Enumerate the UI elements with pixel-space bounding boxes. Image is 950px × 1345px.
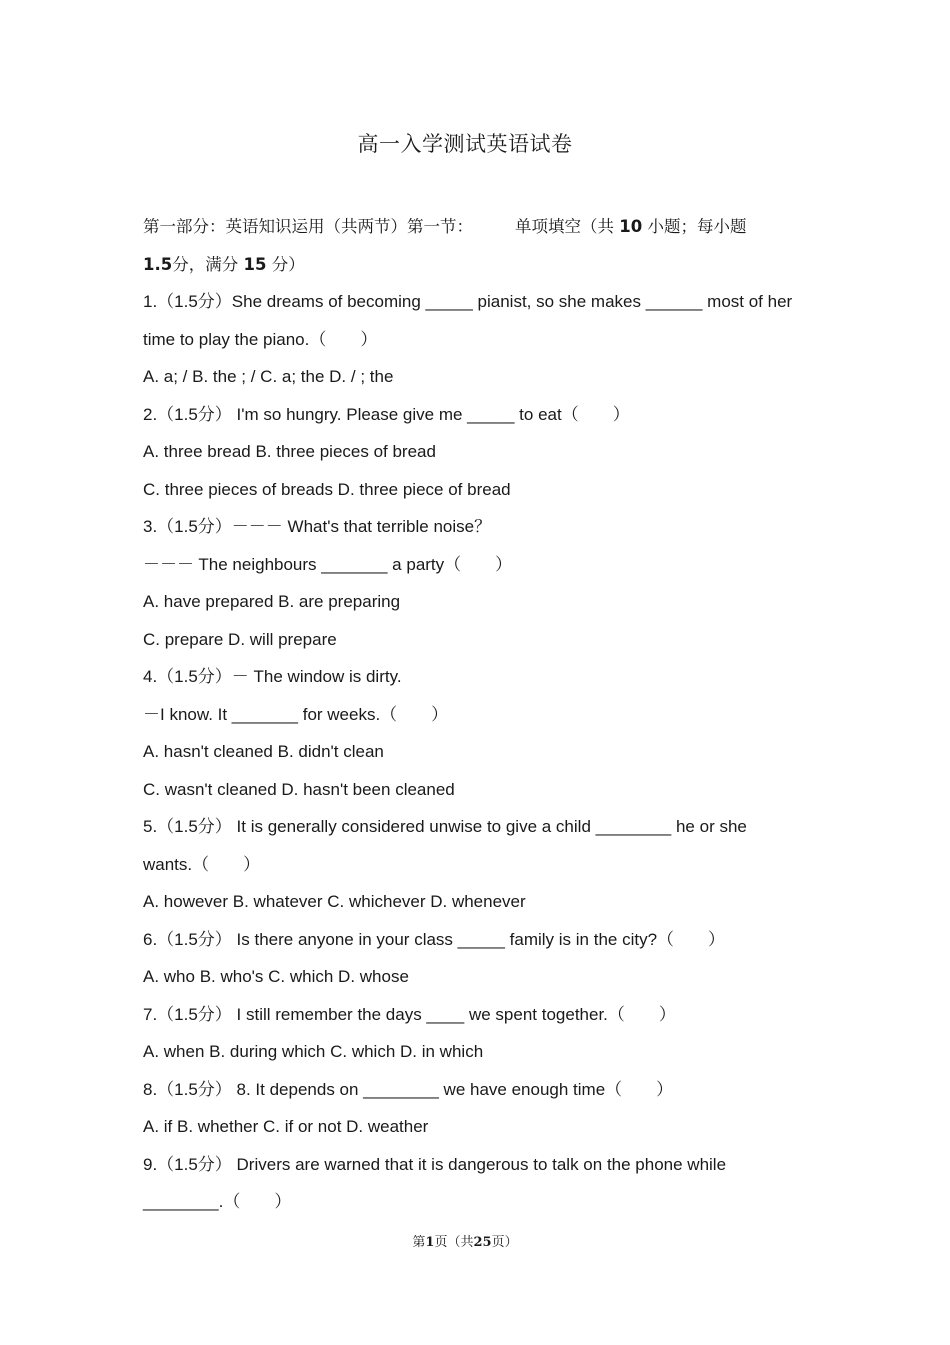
question-1-line-2: time to play the piano.（ ） <box>143 329 378 349</box>
question-1-options: A. a; / B. the ; / C. a; the D. / ; the <box>143 367 394 386</box>
question-2-options-ab: A. three bread B. three pieces of bread <box>143 442 436 461</box>
section-heading-line-2 <box>143 246 823 284</box>
question-5-line-2: wants.（ ） <box>143 854 261 874</box>
question-3-line-2: －－－ The neighbours _______ a party（ ） <box>143 554 513 574</box>
question-8-stem: 8.（1.5分） 8. It depends on ________ we have enough time（ ） <box>143 1079 674 1099</box>
section-heading-part: 分，满分 <box>172 254 239 274</box>
question-4-options-cd: C. wasn't cleaned D. hasn't been cleaned <box>143 779 455 799</box>
question-6-stem: 6.（1.5分） Is there anyone in your class _____ family is in the city?（ ） <box>143 929 726 949</box>
question-5-options: A. however B. whatever C. whichever D. whenever <box>143 892 526 911</box>
footer-text: 页（共 <box>434 1235 474 1250</box>
question-4-options-ab: A. hasn't cleaned B. didn't clean <box>143 742 384 761</box>
question-3-line-1: 3.（1.5分）－－－ What's that terrible noise？ <box>143 517 492 536</box>
question-count: 10 <box>619 217 643 236</box>
question-2-stem: 2.（1.5分） I'm so hungry. Please give me _____ to eat（ ） <box>143 404 630 424</box>
page-title: 高一入学测试英语试卷 <box>357 132 573 156</box>
footer-text: 第 <box>412 1235 426 1250</box>
question-4-line-2: －I know. It _______ for weeks.（ ） <box>143 704 449 724</box>
section-heading-part: 小题；每小题 <box>647 217 747 236</box>
section-heading-part: 单项填空（共 <box>515 217 614 236</box>
section-heading-part: 第一部分：英语知识运用（共两节）第一节： <box>143 217 473 236</box>
question-1-line-1: 1.（1.5分）She dreams of becoming _____ pianist, so she makes ______ most of her <box>143 292 793 311</box>
question-3-options-cd: C. prepare D. will prepare <box>143 629 337 649</box>
question-9-line-1: 9.（1.5分） Drivers are warned that it is dangerous to talk on the phone while <box>143 1154 727 1174</box>
question-9-line-2: ________.（ ） <box>143 1192 292 1211</box>
section-heading-part: 分） <box>271 254 305 274</box>
footer-text: 页） <box>491 1235 518 1250</box>
question-4-line-1: 4.（1.5分）－ The window is dirty. <box>143 667 402 686</box>
question-6-options: A. who B. who's C. which D. whose <box>143 967 409 986</box>
page-footer <box>0 1231 930 1250</box>
exam-body <box>143 208 823 1221</box>
question-7-stem: 7.（1.5分） I still remember the days ____ we spent together.（ ） <box>143 1004 676 1024</box>
question-3-options-ab: A. have prepared B. are preparing <box>143 592 401 611</box>
score-each: 1.5 <box>143 254 173 274</box>
question-5-line-1: 5.（1.5分） It is generally considered unwise to give a child ________ he or she <box>143 817 747 836</box>
footer-page-number: 1 <box>425 1235 435 1250</box>
question-2-options-cd: C. three pieces of breads D. three piece of bread <box>143 479 511 499</box>
footer-page-total: 25 <box>473 1235 492 1250</box>
score-total: 15 <box>243 254 267 274</box>
question-7-options: A. when B. during which C. which D. in which <box>143 1042 484 1061</box>
question-8-options: A. if B. whether C. if or not D. weather <box>143 1117 429 1136</box>
section-heading-line-1 <box>143 208 823 246</box>
